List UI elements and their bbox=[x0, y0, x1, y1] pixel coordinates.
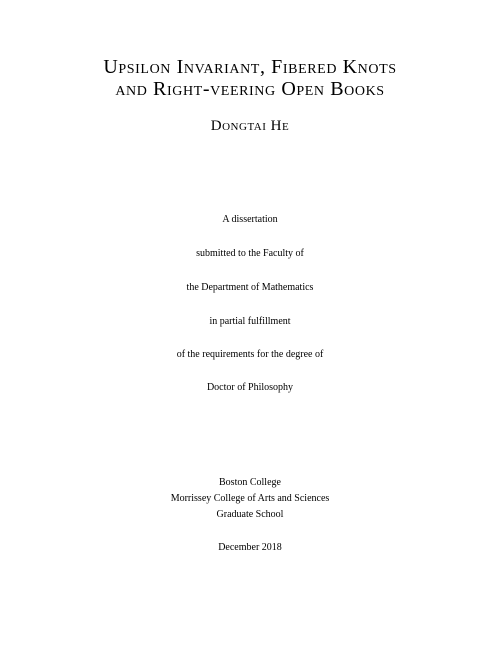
statement-line-4: in partial fulfillment bbox=[209, 316, 291, 327]
statement-line-2: submitted to the Faculty of bbox=[196, 248, 304, 259]
statement-line-3: the Department of Mathematics bbox=[186, 282, 314, 293]
degree-name: Doctor of Philosophy bbox=[206, 382, 294, 393]
university-name: Boston College bbox=[219, 477, 281, 488]
author-name: Dongtai He bbox=[210, 118, 290, 134]
dissertation-title-line-1: Upsilon Invariant, Fibered Knots bbox=[103, 56, 397, 78]
submission-date: December 2018 bbox=[218, 542, 282, 553]
statement-line-1: A dissertation bbox=[222, 214, 278, 225]
statement-line-5: of the requirements for the degree of bbox=[176, 349, 324, 360]
dissertation-title-line-2: and Right-veering Open Books bbox=[115, 78, 385, 100]
school-name: Graduate School bbox=[216, 509, 284, 520]
college-name: Morrissey College of Arts and Sciences bbox=[170, 493, 330, 504]
